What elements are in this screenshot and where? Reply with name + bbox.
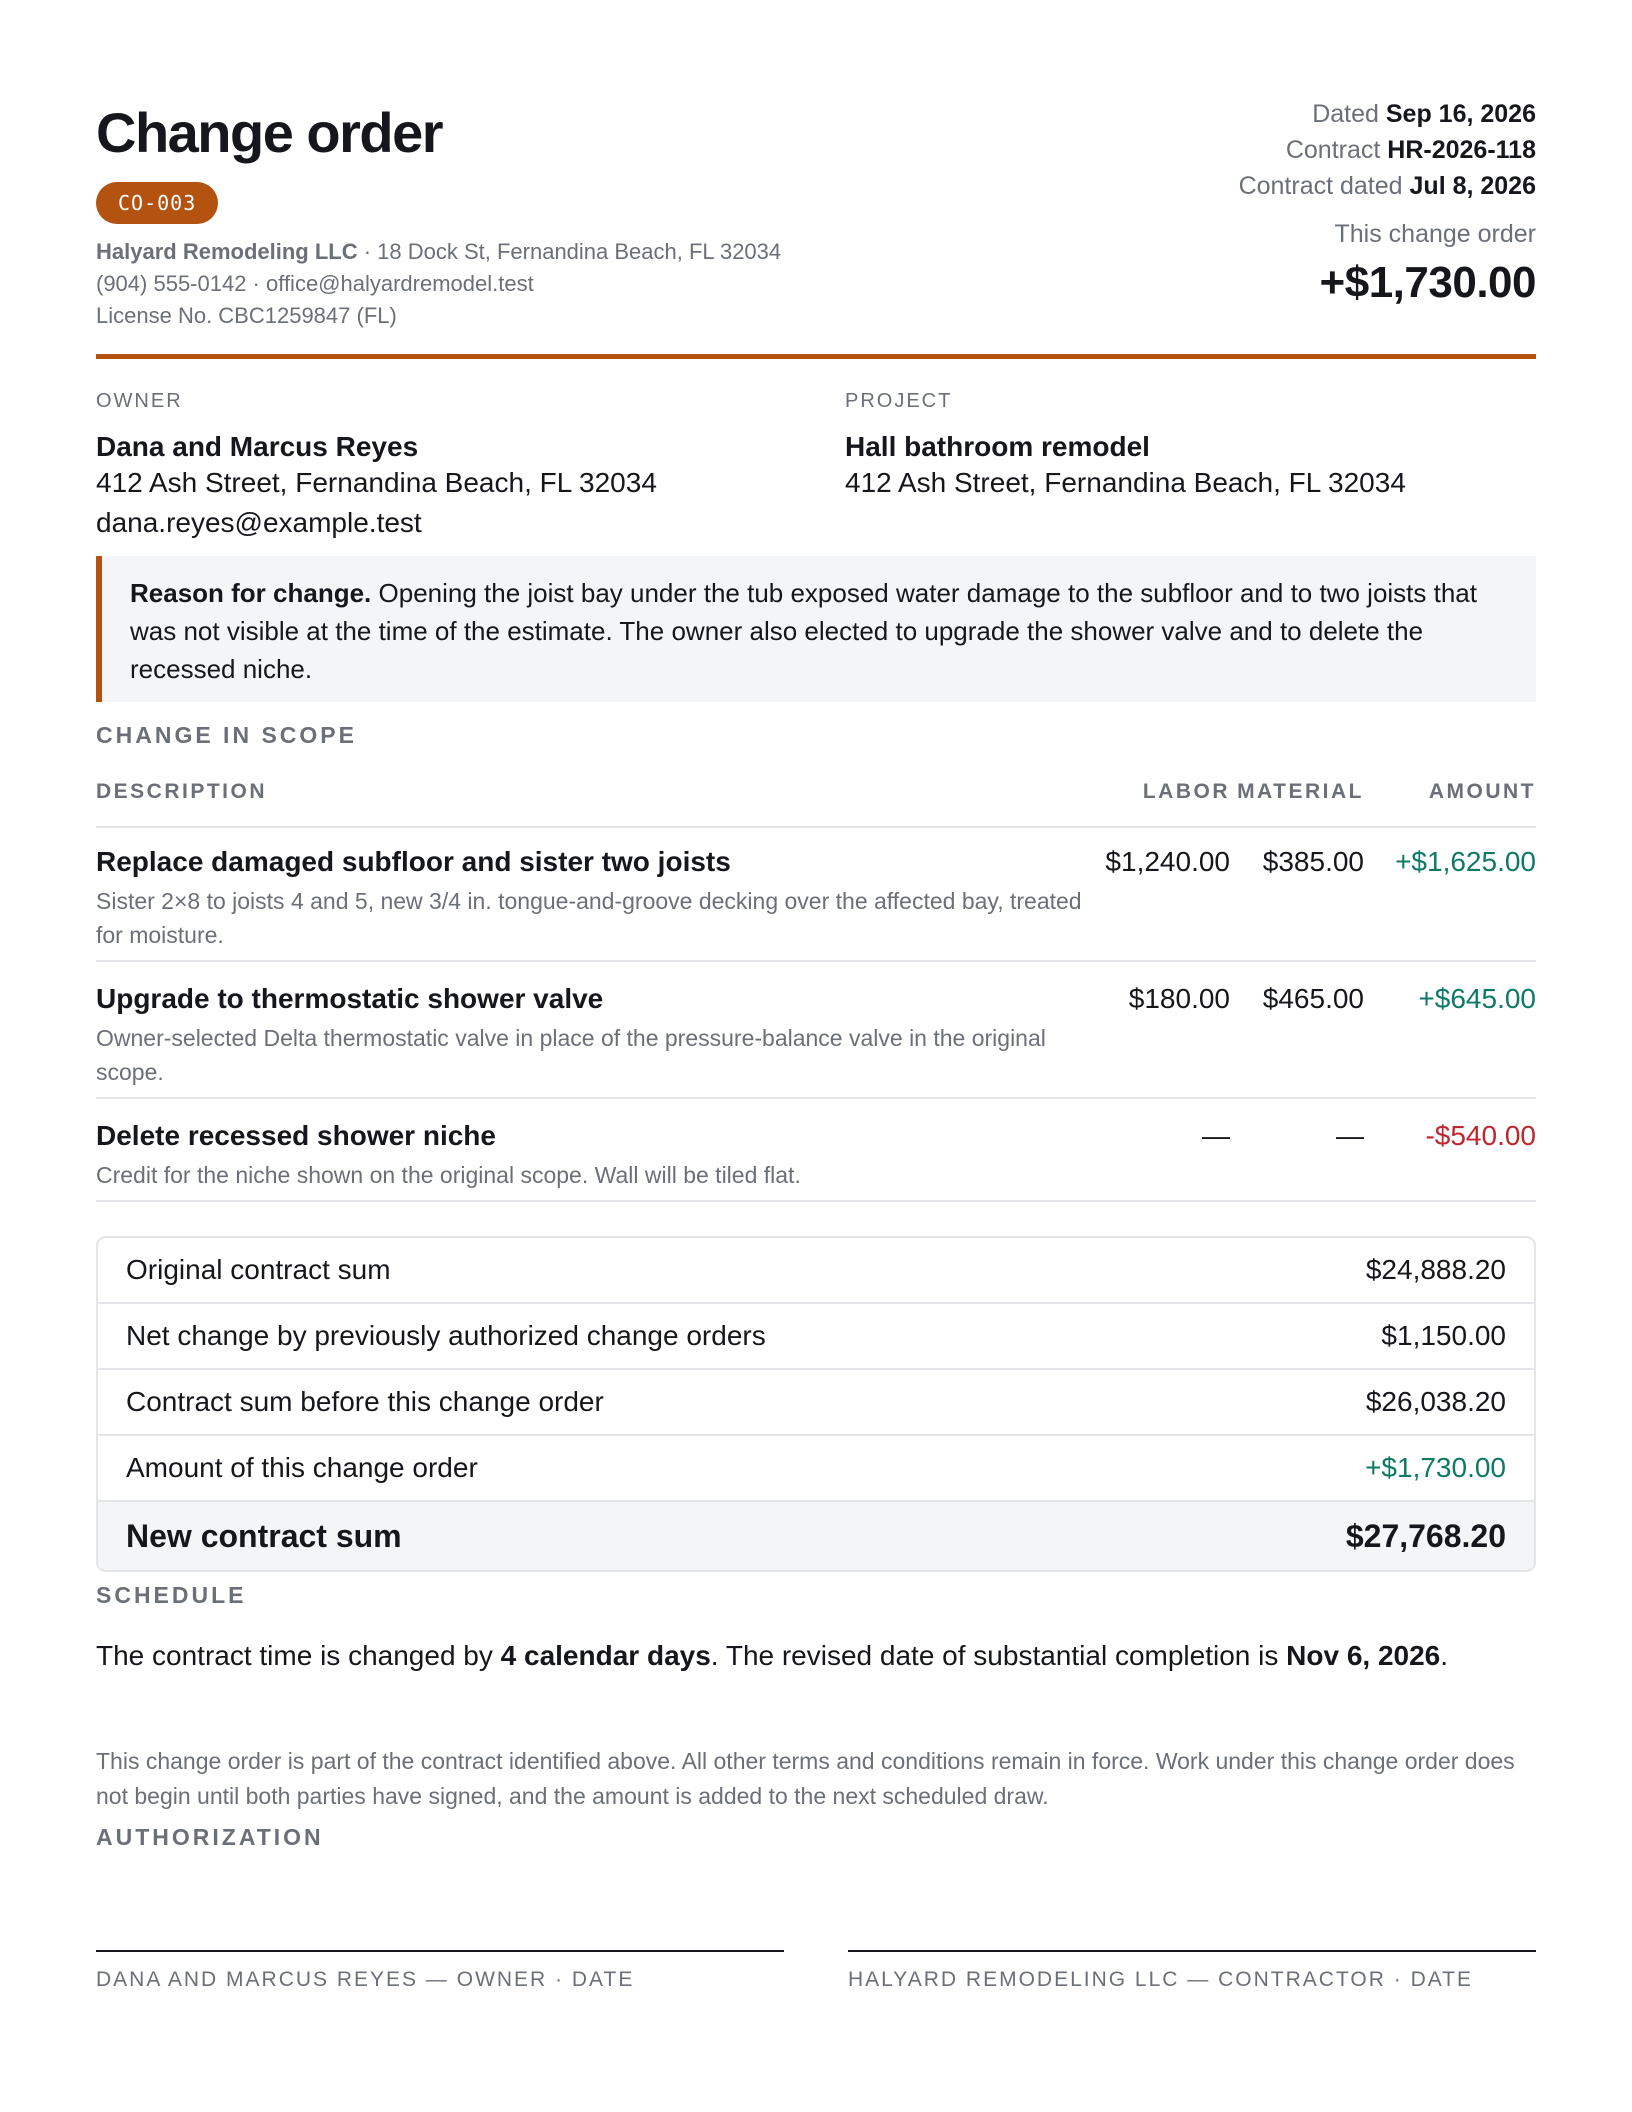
- table-header-divider: [96, 826, 1536, 828]
- summary-value: $27,768.20: [1345, 1518, 1506, 1554]
- schedule-text-part: The contract time is changed by: [96, 1640, 501, 1671]
- owner-email: dana.reyes@example.test: [96, 507, 422, 538]
- document-header: [96, 0, 1536, 356]
- schedule-completion-date: Nov 6, 2026: [1286, 1640, 1441, 1671]
- row-divider: [96, 1097, 1536, 1099]
- column-header-material: MATERIAL: [1237, 780, 1364, 803]
- item-detail: Sister 2×8 to joists 4 and 5, new 3/4 in. tongue-and-groove decking over the affected bay, treated for moisture.: [96, 888, 1082, 948]
- schedule-text: [96, 1636, 1536, 1676]
- summary-row-new-sum: [98, 1502, 1534, 1572]
- owner-name: Dana and Marcus Reyes: [96, 431, 419, 462]
- item-title: Delete recessed shower niche: [96, 1120, 496, 1151]
- summary-label: Original contract sum: [126, 1254, 391, 1285]
- summary-label: New contract sum: [126, 1518, 402, 1554]
- item-amount: -$540.00: [1425, 1120, 1536, 1151]
- owner-signature-line[interactable]: [96, 1950, 784, 1952]
- owner-address: 412 Ash Street, Fernandina Beach, FL 32034: [96, 467, 657, 498]
- summary-value: $24,888.20: [1365, 1254, 1506, 1285]
- item-title: Replace damaged subfloor and sister two joists: [96, 846, 731, 877]
- contractor-name: Halyard Remodeling LLC: [96, 239, 358, 264]
- summary-row-original-sum: [98, 1238, 1534, 1304]
- project-address: 412 Ash Street, Fernandina Beach, FL 32034: [845, 467, 1406, 498]
- change-order-page: [96, 0, 1536, 1991]
- column-header-description: DESCRIPTION: [96, 780, 268, 803]
- row-divider: [96, 960, 1536, 962]
- summary-value: $26,038.20: [1365, 1386, 1506, 1417]
- item-material: $465.00: [1262, 983, 1364, 1014]
- schedule-heading: SCHEDULE: [96, 1582, 247, 1608]
- owner-label: OWNER: [96, 390, 183, 412]
- owner-block: [96, 390, 796, 543]
- column-header-labor: LABOR: [1142, 780, 1230, 803]
- summary-row-previous-changes: [98, 1304, 1534, 1370]
- project-name: Hall bathroom remodel: [845, 431, 1150, 462]
- summary-label: Net change by previously authorized change orders: [126, 1320, 766, 1351]
- contract-line: [1239, 132, 1536, 168]
- reason-label: Reason for change.: [130, 578, 372, 608]
- schedule-days: 4 calendar days: [500, 1640, 711, 1671]
- document-meta: [1239, 96, 1536, 204]
- schedule-text-part: .: [1440, 1640, 1449, 1671]
- contractor-signature-label: HALYARD REMODELING LLC — CONTRACTOR · DATE: [848, 1968, 1474, 1991]
- contract-dated-label: Contract dated: [1238, 172, 1403, 200]
- authorization-heading: AUTHORIZATION: [96, 1824, 324, 1850]
- change-order-total: +$1,730.00: [1319, 258, 1536, 307]
- change-order-number-badge: CO-003: [96, 182, 218, 224]
- project-block: [845, 390, 1545, 503]
- contractor-address: · 18 Dock St, Fernandina Beach, FL 32034: [357, 239, 782, 264]
- summary-value: $1,150.00: [1381, 1320, 1506, 1351]
- project-label: PROJECT: [845, 390, 953, 412]
- summary-label: Amount of this change order: [126, 1452, 478, 1483]
- contract-summary: [96, 1236, 1536, 1572]
- contractor-signature-block: [848, 1950, 1536, 1992]
- contractor-license: License No. CBC1259847 (FL): [96, 303, 397, 328]
- dated-label: Dated: [1312, 100, 1379, 128]
- summary-label: Contract sum before this change order: [126, 1386, 604, 1417]
- header-divider: [96, 354, 1536, 359]
- owner-signature-block: [96, 1950, 784, 1992]
- summary-row-this-change: [98, 1436, 1534, 1502]
- item-detail: Owner-selected Delta thermostatic valve in place of the pressure-balance valve in the original scope.: [96, 1025, 1046, 1085]
- contract-value: HR-2026-118: [1387, 136, 1536, 164]
- contractor-info: [96, 236, 781, 332]
- item-amount: +$645.00: [1418, 983, 1536, 1014]
- item-labor: $1,240.00: [1105, 846, 1230, 877]
- contract-label: Contract: [1285, 136, 1381, 164]
- column-header-amount: AMOUNT: [1428, 780, 1536, 803]
- item-title: Upgrade to thermostatic shower valve: [96, 983, 604, 1014]
- dated-line: [1239, 96, 1536, 132]
- item-material: $385.00: [1262, 846, 1364, 877]
- contractor-contact: (904) 555-0142 · office@halyardremodel.test: [96, 271, 534, 296]
- item-detail: Credit for the niche shown on the original scope. Wall will be tiled flat.: [96, 1162, 801, 1188]
- page-title: Change order: [96, 101, 443, 164]
- contract-dated-value: Jul 8, 2026: [1409, 172, 1536, 200]
- summary-row-sum-before: [98, 1370, 1534, 1436]
- terms-note: This change order is part of the contract identified above. All other terms and conditions remain in force. Work under this change order does not begin until both parties have signed, and the amount is added to the next scheduled draw.: [96, 1748, 1515, 1809]
- reason-text: Opening the joist bay under the tub exposed water damage to the subfloor and to two joists that was not visible at the time of the estimate. The owner also elected to upgrade the shower valve and to delete the recessed niche.: [130, 578, 1477, 684]
- reason-for-change: [96, 556, 1536, 702]
- item-labor: $180.00: [1128, 983, 1230, 1014]
- scope-heading: CHANGE IN SCOPE: [96, 722, 357, 748]
- dated-value: Sep 16, 2026: [1385, 100, 1536, 128]
- summary-value: +$1,730.00: [1365, 1452, 1506, 1483]
- schedule-text-part: . The revised date of substantial completion is: [710, 1640, 1287, 1671]
- item-amount: +$1,625.00: [1395, 846, 1536, 877]
- contractor-signature-line[interactable]: [848, 1950, 1536, 1952]
- row-divider: [96, 1200, 1536, 1202]
- item-labor: —: [1202, 1120, 1230, 1151]
- owner-signature-label: DANA AND MARCUS REYES — OWNER · DATE: [96, 1968, 635, 1991]
- change-order-total-label: This change order: [1334, 220, 1536, 248]
- contractor-name-line: [96, 236, 781, 268]
- contract-dated-line: [1239, 168, 1536, 204]
- item-material: —: [1336, 1120, 1364, 1151]
